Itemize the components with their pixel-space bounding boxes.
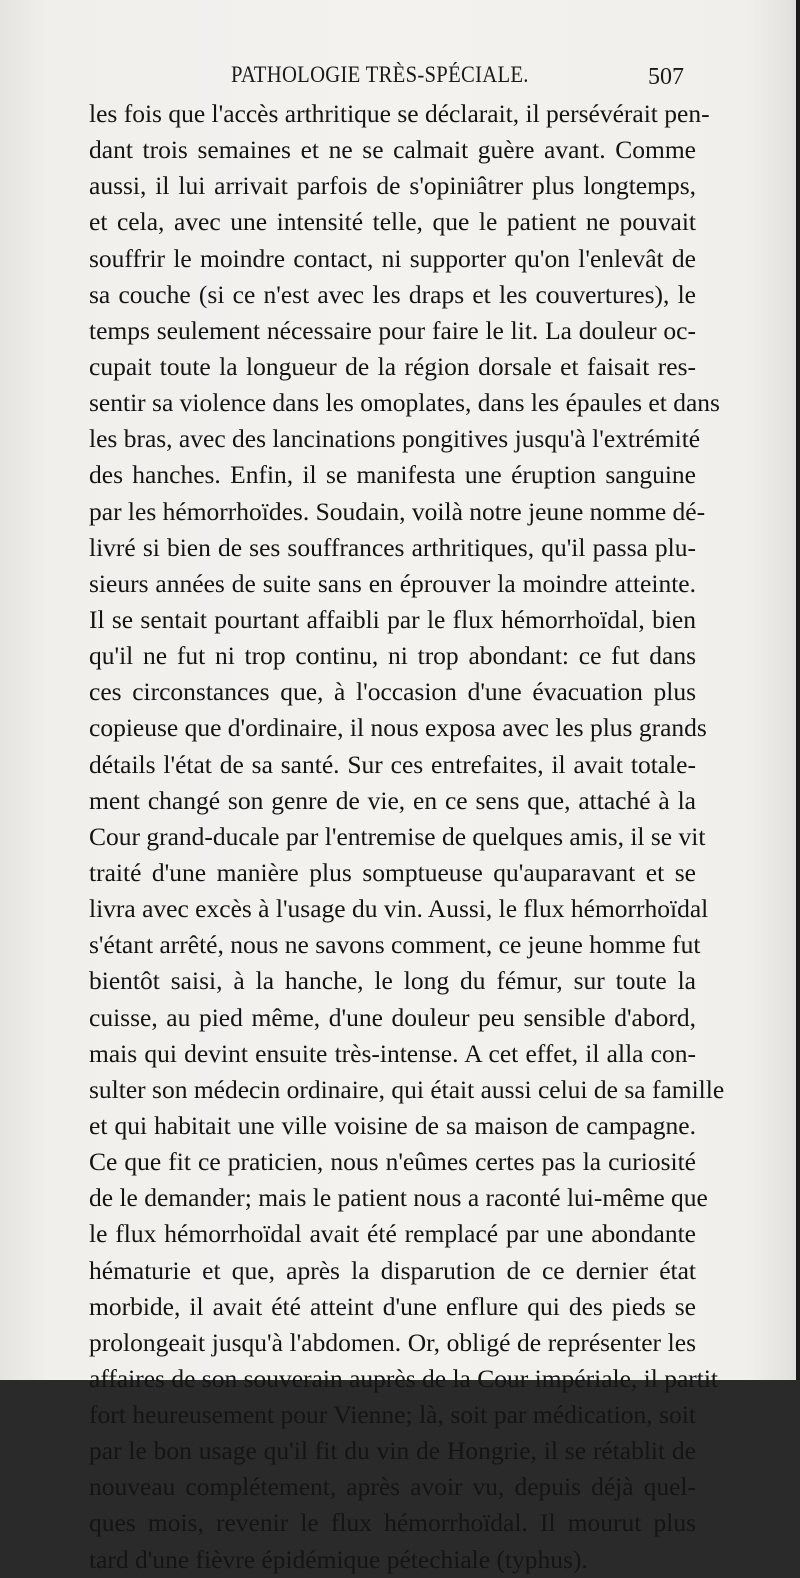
text-line: souffrir le moindre contact, ni supporter qu'on l'enlevât de — [89, 243, 696, 273]
text-line: les bras, avec des lancinations pongitives jusqu'à l'extrémité — [89, 424, 701, 454]
text-line: les fois que l'accès arthritique se déclarait, il persévérait pen- — [89, 99, 710, 128]
text-line: cuisse, au pied même, d'une douleur peu sensible d'abord, — [89, 1002, 696, 1032]
text-line: bientôt saisi, à la hanche, le long du fémur, sur toute la — [89, 966, 696, 996]
text-line: mais qui devint ensuite très-intense. A cet effet, il alla con- — [89, 1038, 696, 1068]
text-line: sentir sa violence dans les omoplates, dans les épaules et dans — [89, 388, 720, 418]
text-line: affaires de son souverain auprès de la Cour impériale, il partit — [89, 1363, 719, 1393]
text-line: traité d'une manière plus somptueuse qu'auparavant et se — [89, 857, 696, 887]
text-line: dant trois semaines et ne se calmait guère avant. Comme — [89, 135, 696, 165]
body-text — [89, 96, 725, 1578]
text-line: par les hémorrhoïdes. Soudain, voilà notre jeune nomme dé- — [89, 496, 706, 526]
text-line: ment changé son genre de vie, en ce sens que, attaché à la — [89, 785, 696, 815]
text-line: par le bon usage qu'il fit du vin de Hongrie, il se rétablit de — [89, 1436, 696, 1466]
text-line: sa couche (si ce n'est avec les draps et les couvertures), le — [89, 279, 696, 309]
text-line: morbide, il avait été atteint d'une enflure qui des pieds se — [89, 1291, 696, 1321]
text-line: fort heureusement pour Vienne; là, soit par médication, soit — [89, 1400, 696, 1430]
text-line: copieuse que d'ordinaire, il nous exposa avec les plus grands — [89, 713, 707, 743]
text-line: ces circonstances que, à l'occasion d'une évacuation plus — [89, 677, 696, 707]
text-line: détails l'état de sa santé. Sur ces entrefaites, il avait totale- — [89, 749, 696, 779]
text-line: et cela, avec une intensité telle, que le patient ne pouvait — [89, 207, 696, 237]
text-line: nouveau complétement, après avoir vu, depuis déjà quel- — [89, 1472, 696, 1502]
text-line: prolongeait jusqu'à l'abdomen. Or, obligé de représenter les — [89, 1327, 696, 1357]
text-line: le flux hémorrhoïdal avait été remplacé par une abondante — [89, 1219, 696, 1249]
text-line: et qui habitait une ville voisine de sa maison de campagne. — [89, 1110, 696, 1140]
text-line: temps seulement nécessaire pour faire le lit. La douleur oc- — [89, 315, 696, 345]
text-line: livra avec excès à l'usage du vin. Aussi, le flux hémorrhoïdal — [89, 894, 709, 924]
text-line: qu'il ne fut ni trop continu, ni trop abondant: ce fut dans — [89, 641, 696, 671]
text-line: livré si bien de ses souffrances arthritiques, qu'il passa plu- — [89, 532, 696, 562]
text-line: des hanches. Enfin, il se manifesta une éruption sanguine — [89, 460, 696, 490]
running-head — [90, 62, 690, 96]
text-line: cupait toute la longueur de la région dorsale et faisait res- — [89, 351, 696, 381]
text-line: Ce que fit ce praticien, nous n'eûmes certes pas la curiosité — [89, 1147, 696, 1177]
text-line: sieurs années de suite sans en éprouver la moindre atteinte. — [89, 568, 696, 598]
text-line: aussi, il lui arrivait parfois de s'opiniâtrer plus longtemps, — [89, 171, 696, 201]
page-edge-shadow — [796, 0, 800, 1380]
text-line: hématurie et que, après la disparution de ce dernier état — [89, 1255, 696, 1285]
text-line: s'étant arrêté, nous ne savons comment, ce jeune homme fut — [89, 930, 701, 960]
page-number: 507 — [648, 64, 684, 90]
text-line: Il se sentait pourtant affaibli par le flux hémorrhoïdal, bien — [89, 604, 696, 634]
text-line: de le demander; mais le patient nous a raconté lui-même que — [89, 1183, 708, 1213]
text-line: sulter son médecin ordinaire, qui était aussi celui de sa famille — [89, 1074, 725, 1104]
text-line: Cour grand-ducale par l'entremise de quelques amis, il se vit — [89, 821, 706, 851]
text-line: ques mois, revenir le flux hémorrhoïdal. Il mourut plus — [89, 1508, 696, 1538]
text-line: tard d'une fièvre épidémique pétechiale (typhus). — [89, 1544, 588, 1574]
running-head-title: PATHOLOGIE TRÈS-SPÉCIALE. — [231, 62, 529, 87]
